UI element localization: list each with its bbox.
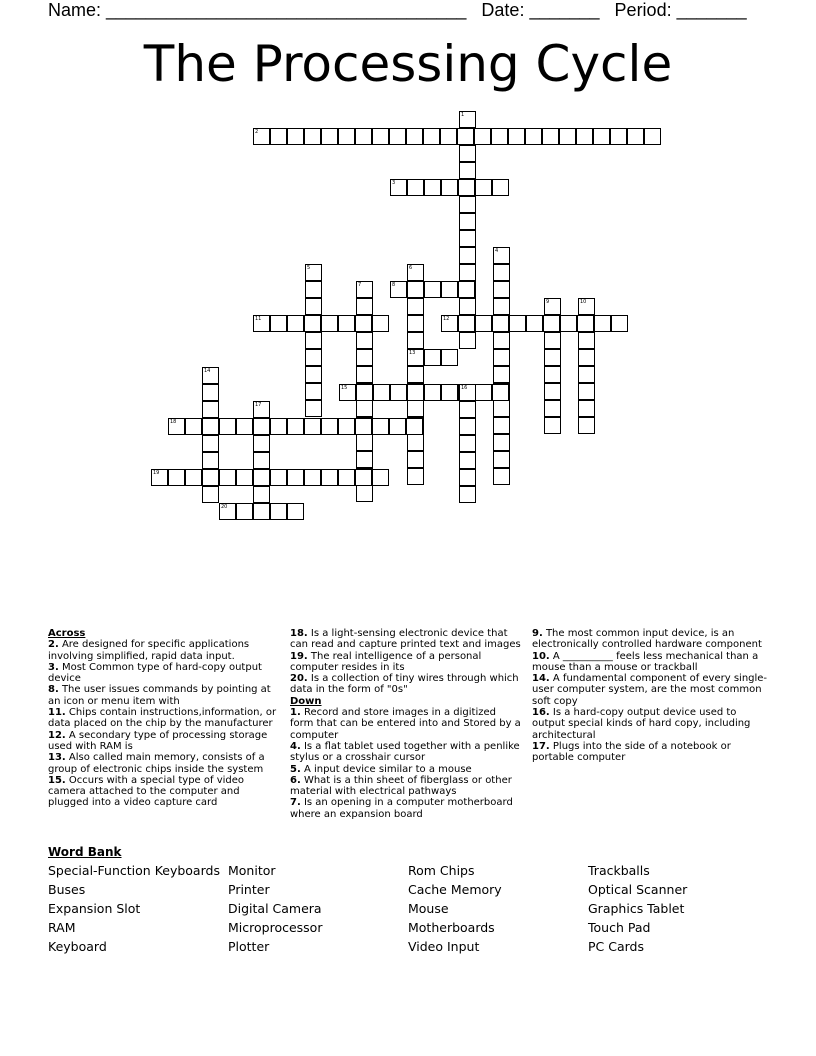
clue-item bbox=[48, 662, 280, 685]
clue-number: 14. bbox=[532, 673, 550, 685]
clues-column-3 bbox=[532, 628, 772, 764]
crossword-cell[interactable] bbox=[321, 128, 338, 145]
crossword-cell[interactable] bbox=[493, 434, 510, 451]
crossword-cell[interactable] bbox=[578, 417, 595, 434]
word-bank-item: Trackballs bbox=[588, 863, 650, 878]
word-bank-item: Special-Function Keyboards bbox=[48, 863, 220, 878]
crossword-cell[interactable] bbox=[474, 128, 491, 145]
crossword-cell[interactable] bbox=[459, 469, 476, 486]
crossword-cell[interactable] bbox=[236, 503, 253, 520]
clue-item bbox=[532, 741, 772, 764]
crossword-cell[interactable] bbox=[253, 128, 270, 145]
crossword-cell[interactable] bbox=[253, 452, 270, 469]
crossword-cell[interactable] bbox=[305, 332, 322, 349]
crossword-cell[interactable] bbox=[493, 298, 510, 315]
clue-text: Most Common type of hard-copy output device bbox=[48, 661, 262, 685]
clue-item bbox=[290, 775, 522, 798]
crossword-cell[interactable] bbox=[542, 128, 559, 145]
crossword-cell[interactable] bbox=[544, 417, 561, 434]
word-bank-item: Mouse bbox=[408, 901, 449, 916]
crossword-cell[interactable] bbox=[356, 434, 373, 451]
crossword-cell[interactable] bbox=[407, 298, 424, 315]
crossword-cell[interactable] bbox=[253, 503, 270, 520]
crossword-cell[interactable] bbox=[407, 264, 424, 281]
clue-text: Is a light-sensing electronic device that can read and capture printed text and images bbox=[290, 628, 521, 651]
crossword-cell[interactable] bbox=[219, 503, 236, 520]
clue-number: 9. bbox=[532, 628, 543, 639]
clue-item bbox=[290, 764, 522, 775]
clues-column-1 bbox=[48, 628, 280, 809]
word-bank-item: Monitor bbox=[228, 863, 276, 878]
crossword-cell[interactable] bbox=[372, 469, 389, 486]
crossword-cell[interactable] bbox=[338, 418, 355, 435]
crossword-cell[interactable] bbox=[355, 469, 372, 486]
cell-number: 20 bbox=[221, 504, 228, 510]
crossword-cell[interactable] bbox=[151, 469, 168, 486]
crossword-cell[interactable] bbox=[493, 247, 510, 264]
crossword-cell[interactable] bbox=[407, 349, 424, 366]
crossword-cell[interactable] bbox=[492, 384, 509, 401]
cell-number: 6 bbox=[409, 265, 413, 271]
crossword-cell[interactable] bbox=[441, 384, 458, 401]
crossword-cell[interactable] bbox=[372, 315, 389, 332]
crossword-cell[interactable] bbox=[459, 247, 476, 264]
clue-number: 20. bbox=[290, 673, 308, 685]
crossword-cell[interactable] bbox=[321, 315, 338, 332]
cell-number: 18 bbox=[170, 419, 177, 425]
crossword-cell[interactable] bbox=[356, 366, 373, 383]
crossword-cell[interactable] bbox=[321, 418, 338, 435]
crossword-cell[interactable] bbox=[168, 469, 185, 486]
crossword-cell[interactable] bbox=[493, 468, 510, 485]
clue-text: A fundamental component of every single-user computer system, are the most common soft copy bbox=[532, 673, 768, 707]
crossword-cell[interactable] bbox=[407, 281, 424, 298]
crossword-cell[interactable] bbox=[355, 315, 372, 332]
cell-number: 1 bbox=[461, 112, 465, 118]
crossword-cell[interactable] bbox=[305, 349, 322, 366]
word-bank-item: Touch Pad bbox=[588, 920, 651, 935]
crossword-cell[interactable] bbox=[441, 281, 458, 298]
crossword-cell[interactable] bbox=[270, 128, 287, 145]
crossword-cell[interactable] bbox=[509, 315, 526, 332]
crossword-cell[interactable] bbox=[407, 332, 424, 349]
clue-number: 3. bbox=[48, 661, 59, 673]
crossword-cell[interactable] bbox=[441, 179, 458, 196]
clue-text: A input device similar to a mouse bbox=[300, 763, 472, 775]
crossword-cell[interactable] bbox=[475, 315, 492, 332]
crossword-cell[interactable] bbox=[356, 332, 373, 349]
clue-item bbox=[48, 639, 280, 662]
clue-text: Is a hard-copy output device used to output special kinds of hard copy, including architectural bbox=[532, 707, 751, 741]
crossword-cell[interactable] bbox=[356, 384, 373, 401]
crossword-cell[interactable] bbox=[406, 418, 423, 435]
crossword-cell[interactable] bbox=[406, 128, 423, 145]
crossword-cell[interactable] bbox=[321, 469, 338, 486]
word-bank-item: Video Input bbox=[408, 939, 480, 954]
clue-number: 18. bbox=[290, 628, 308, 639]
cell-number: 11 bbox=[255, 316, 262, 322]
crossword-cell[interactable] bbox=[578, 349, 595, 366]
crossword-cell[interactable] bbox=[373, 384, 390, 401]
cell-number: 10 bbox=[580, 299, 587, 305]
clue-text: Is an opening in a computer motherboard where an expansion board bbox=[290, 797, 513, 820]
clue-number: 6. bbox=[290, 774, 301, 786]
clue-number: 8. bbox=[48, 684, 59, 696]
crossword-cell[interactable] bbox=[390, 179, 407, 196]
cell-number: 12 bbox=[443, 316, 450, 322]
word-bank-item: Expansion Slot bbox=[48, 901, 141, 916]
clue-number: 5. bbox=[290, 763, 301, 775]
crossword-cell[interactable] bbox=[441, 315, 458, 332]
crossword-cell[interactable] bbox=[407, 315, 424, 332]
clue-number: 12. bbox=[48, 729, 66, 741]
clue-number: 11. bbox=[48, 707, 66, 719]
clue-item bbox=[532, 628, 772, 651]
crossword-cell[interactable] bbox=[305, 383, 322, 400]
crossword-cell[interactable] bbox=[578, 332, 595, 349]
crossword-cell[interactable] bbox=[475, 384, 492, 401]
crossword-cell[interactable] bbox=[459, 162, 476, 179]
crossword-cell[interactable] bbox=[407, 384, 424, 401]
crossword-cell[interactable] bbox=[407, 451, 424, 468]
crossword-cell[interactable] bbox=[610, 128, 627, 145]
crossword-cell[interactable] bbox=[407, 366, 424, 383]
word-bank-item: Rom Chips bbox=[408, 863, 475, 878]
clue-text: A __________ feels less mechanical than a mouse than a mouse or trackball bbox=[532, 650, 759, 673]
crossword-cell[interactable] bbox=[407, 400, 424, 417]
crossword-cell[interactable] bbox=[339, 384, 356, 401]
crossword-cell[interactable] bbox=[459, 230, 476, 247]
crossword-cell[interactable] bbox=[493, 332, 510, 349]
cell-number: 2 bbox=[255, 129, 259, 135]
crossword-cell[interactable] bbox=[544, 383, 561, 400]
crossword-cell[interactable] bbox=[270, 315, 287, 332]
crossword-cell[interactable] bbox=[459, 196, 476, 213]
page-title: The Processing Cycle bbox=[143, 35, 673, 93]
crossword-cell[interactable] bbox=[390, 281, 407, 298]
crossword-cell[interactable] bbox=[459, 486, 476, 503]
crossword-cell[interactable] bbox=[338, 469, 355, 486]
clue-item bbox=[48, 707, 280, 730]
cell-number: 14 bbox=[204, 368, 211, 374]
word-bank-item: Motherboards bbox=[408, 920, 495, 935]
word-bank-item: Optical Scanner bbox=[588, 882, 688, 897]
crossword-cell[interactable] bbox=[544, 332, 561, 349]
crossword-cell[interactable] bbox=[459, 435, 476, 452]
clue-text: A secondary type of processing storage used with RAM is bbox=[48, 729, 268, 752]
crossword-cell[interactable] bbox=[544, 400, 561, 417]
crossword-cell[interactable] bbox=[407, 179, 424, 196]
crossword-cell[interactable] bbox=[475, 179, 492, 196]
crossword-cell[interactable] bbox=[459, 145, 476, 162]
crossword-cell[interactable] bbox=[372, 128, 389, 145]
crossword-cell[interactable] bbox=[236, 469, 253, 486]
clue-number: 15. bbox=[48, 774, 66, 786]
clue-text: Record and store images in a digitized form that can be entered into and Stored by a computer bbox=[290, 707, 521, 741]
crossword-cell[interactable] bbox=[304, 469, 321, 486]
crossword-cell[interactable] bbox=[355, 418, 372, 435]
crossword-cell[interactable] bbox=[578, 366, 595, 383]
crossword-cell[interactable] bbox=[577, 315, 594, 332]
crossword-cell[interactable] bbox=[305, 400, 322, 417]
crossword-cell[interactable] bbox=[493, 400, 510, 417]
crossword-cell[interactable] bbox=[544, 366, 561, 383]
crossword-cell[interactable] bbox=[543, 315, 560, 332]
crossword-cell[interactable] bbox=[304, 315, 321, 332]
crossword-cell[interactable] bbox=[458, 179, 475, 196]
clue-item bbox=[532, 707, 772, 741]
crossword-cell[interactable] bbox=[459, 332, 476, 349]
cell-number: 4 bbox=[495, 248, 499, 254]
word-bank-item: Printer bbox=[228, 882, 270, 897]
crossword-cell[interactable] bbox=[458, 315, 475, 332]
crossword-cell[interactable] bbox=[389, 128, 406, 145]
crossword-cell[interactable] bbox=[559, 128, 576, 145]
crossword-cell[interactable] bbox=[287, 418, 304, 435]
clue-text: The real intelligence of a personal computer resides in its bbox=[290, 650, 482, 673]
crossword-cell[interactable] bbox=[578, 383, 595, 400]
crossword-cell[interactable] bbox=[270, 469, 287, 486]
crossword-cell[interactable] bbox=[185, 418, 202, 435]
word-bank-item: Buses bbox=[48, 882, 86, 897]
crossword-cell[interactable] bbox=[493, 349, 510, 366]
crossword-cell[interactable] bbox=[458, 281, 475, 298]
crossword-cell[interactable] bbox=[389, 418, 406, 435]
clue-item bbox=[290, 741, 522, 764]
crossword-cell[interactable] bbox=[270, 503, 287, 520]
crossword-cell[interactable] bbox=[424, 281, 441, 298]
crossword-cell[interactable] bbox=[459, 264, 476, 281]
crossword-cell[interactable] bbox=[356, 298, 373, 315]
clue-item bbox=[290, 651, 522, 674]
crossword-cell[interactable] bbox=[253, 315, 270, 332]
crossword-cell[interactable] bbox=[440, 128, 457, 145]
clue-item bbox=[290, 707, 522, 741]
crossword-cell[interactable] bbox=[287, 469, 304, 486]
clue-item bbox=[532, 651, 772, 674]
cell-number: 8 bbox=[392, 282, 396, 288]
clue-number: 1. bbox=[290, 707, 301, 719]
word-bank-item: Microprocessor bbox=[228, 920, 323, 935]
crossword-cell[interactable] bbox=[594, 315, 611, 332]
name-field[interactable]: Name: ____________________________________ bbox=[48, 0, 467, 20]
clue-number: 16. bbox=[532, 707, 550, 719]
clue-text: The most common input device, is an electronically controlled hardware component bbox=[532, 628, 762, 651]
crossword-cell[interactable] bbox=[525, 128, 542, 145]
clue-text: Occurs with a special type of video camera attached to the computer and plugged into a video capture card bbox=[48, 774, 245, 809]
crossword-cell[interactable] bbox=[560, 315, 577, 332]
crossword-cell[interactable] bbox=[459, 213, 476, 230]
clue-number: 13. bbox=[48, 752, 66, 764]
clue-item bbox=[48, 775, 280, 809]
crossword-cell[interactable] bbox=[305, 366, 322, 383]
crossword-cell[interactable] bbox=[270, 418, 287, 435]
crossword-cell[interactable] bbox=[493, 264, 510, 281]
crossword-cell[interactable] bbox=[407, 468, 424, 485]
crossword-cell[interactable] bbox=[441, 349, 458, 366]
clue-number: 2. bbox=[48, 639, 59, 651]
crossword-cell[interactable] bbox=[356, 400, 373, 417]
crossword-cell[interactable] bbox=[202, 469, 219, 486]
word-bank-item: Cache Memory bbox=[408, 882, 502, 897]
crossword-cell[interactable] bbox=[627, 128, 644, 145]
crossword-cell[interactable] bbox=[390, 384, 407, 401]
clue-text: Plugs into the side of a notebook or portable computer bbox=[532, 740, 731, 764]
crossword-cell[interactable] bbox=[202, 418, 219, 435]
crossword-cell[interactable] bbox=[578, 298, 595, 315]
crossword-cell[interactable] bbox=[356, 281, 373, 298]
clue-text: Also called main memory, consists of a group of electronic chips inside the system bbox=[48, 752, 265, 775]
cell-number: 19 bbox=[153, 470, 160, 476]
crossword-cell[interactable] bbox=[253, 418, 270, 435]
crossword-cell[interactable] bbox=[202, 486, 219, 503]
crossword-cell[interactable] bbox=[492, 315, 509, 332]
cell-number: 7 bbox=[358, 282, 362, 288]
crossword-cell[interactable] bbox=[356, 451, 373, 468]
crossword-cell[interactable] bbox=[305, 298, 322, 315]
crossword-cell[interactable] bbox=[305, 281, 322, 298]
crossword-cell[interactable] bbox=[305, 264, 322, 281]
crossword-cell[interactable] bbox=[459, 452, 476, 469]
crossword-cell[interactable] bbox=[304, 128, 321, 145]
crossword-cell[interactable] bbox=[202, 452, 219, 469]
crossword-cell[interactable] bbox=[492, 179, 509, 196]
crossword-cell[interactable] bbox=[253, 469, 270, 486]
crossword-cell[interactable] bbox=[544, 298, 561, 315]
crossword-cell[interactable] bbox=[219, 418, 236, 435]
crossword-cell[interactable] bbox=[253, 435, 270, 452]
crossword-cell[interactable] bbox=[356, 485, 373, 502]
crossword-cell[interactable] bbox=[407, 434, 424, 451]
clue-item bbox=[48, 730, 280, 753]
clue-item bbox=[532, 673, 772, 707]
clue-item bbox=[290, 797, 522, 820]
down-heading: Down bbox=[290, 695, 322, 707]
word-bank-title: Word Bank bbox=[48, 845, 122, 859]
clue-item bbox=[290, 673, 522, 696]
clue-text: Is a collection of tiny wires through which data in the form of "0s" bbox=[290, 673, 519, 696]
crossword-cell[interactable] bbox=[493, 366, 510, 383]
cell-number: 13 bbox=[409, 350, 416, 356]
crossword-cell[interactable] bbox=[526, 315, 543, 332]
crossword-cell[interactable] bbox=[185, 469, 202, 486]
crossword-cell[interactable] bbox=[424, 349, 441, 366]
cell-number: 16 bbox=[461, 385, 468, 391]
clue-text: Is a flat tablet used together with a penlike stylus or a crosshair cursor bbox=[290, 740, 520, 764]
crossword-cell[interactable] bbox=[493, 451, 510, 468]
crossword-cell[interactable] bbox=[611, 315, 628, 332]
cell-number: 9 bbox=[546, 299, 550, 305]
clue-number: 17. bbox=[532, 740, 550, 752]
crossword-cell[interactable] bbox=[578, 400, 595, 417]
clue-text: Chips contain instructions,information, or data placed on the chip by the manufacturer bbox=[48, 707, 277, 730]
crossword-cell[interactable] bbox=[287, 315, 304, 332]
crossword-cell[interactable] bbox=[304, 418, 321, 435]
crossword-cell[interactable] bbox=[457, 128, 474, 145]
crossword-cell[interactable] bbox=[423, 128, 440, 145]
clues-column-2 bbox=[290, 628, 522, 820]
clue-number: 19. bbox=[290, 650, 308, 662]
crossword-cell[interactable] bbox=[253, 401, 270, 418]
crossword-cell[interactable] bbox=[287, 128, 304, 145]
clue-text: The user issues commands by pointing at an icon or menu item with bbox=[48, 684, 271, 707]
cell-number: 17 bbox=[255, 402, 262, 408]
cell-number: 15 bbox=[341, 385, 348, 391]
crossword-cell[interactable] bbox=[424, 179, 441, 196]
crossword-cell[interactable] bbox=[424, 384, 441, 401]
crossword-cell[interactable] bbox=[287, 503, 304, 520]
clue-item bbox=[48, 684, 280, 707]
crossword-cell[interactable] bbox=[544, 349, 561, 366]
clue-item bbox=[48, 752, 280, 775]
crossword-cell[interactable] bbox=[459, 401, 476, 418]
word-bank-item: Digital Camera bbox=[228, 901, 322, 916]
crossword-cell[interactable] bbox=[253, 486, 270, 503]
date-field[interactable]: Date: _______ bbox=[481, 0, 600, 20]
period-field[interactable]: Period: _______ bbox=[614, 0, 747, 20]
crossword-cell[interactable] bbox=[459, 384, 476, 401]
crossword-cell[interactable] bbox=[202, 401, 219, 418]
crossword-cell[interactable] bbox=[459, 298, 476, 315]
crossword-cell[interactable] bbox=[202, 367, 219, 384]
crossword-cell[interactable] bbox=[355, 128, 372, 145]
crossword-cell[interactable] bbox=[168, 418, 185, 435]
crossword-cell[interactable] bbox=[493, 281, 510, 298]
crossword-cell[interactable] bbox=[202, 435, 219, 452]
word-bank-item: Plotter bbox=[228, 939, 270, 954]
crossword-cell[interactable] bbox=[459, 418, 476, 435]
clue-number: 4. bbox=[290, 740, 301, 752]
word-bank-item: Keyboard bbox=[48, 939, 107, 954]
crossword-cell[interactable] bbox=[508, 128, 525, 145]
crossword-cell[interactable] bbox=[644, 128, 661, 145]
crossword-cell[interactable] bbox=[236, 418, 253, 435]
cell-number: 5 bbox=[307, 265, 311, 271]
crossword-cell[interactable] bbox=[219, 469, 236, 486]
crossword-cell[interactable] bbox=[493, 417, 510, 434]
across-heading: Across bbox=[48, 628, 86, 639]
cell-number: 3 bbox=[392, 180, 396, 186]
crossword-cell[interactable] bbox=[356, 349, 373, 366]
word-bank-item: Graphics Tablet bbox=[588, 901, 685, 916]
crossword-cell[interactable] bbox=[202, 384, 219, 401]
crossword-cell[interactable] bbox=[491, 128, 508, 145]
clue-text: Are designed for specific applications involving simplified, rapid data input. bbox=[48, 639, 250, 662]
clue-text: What is a thin sheet of fiberglass or other material with electrical pathways bbox=[290, 774, 512, 798]
clue-number: 7. bbox=[290, 797, 301, 809]
crossword-cell[interactable] bbox=[459, 111, 476, 128]
crossword-cell[interactable] bbox=[576, 128, 593, 145]
crossword-cell[interactable] bbox=[372, 418, 389, 435]
word-bank-item: RAM bbox=[48, 920, 76, 935]
clue-number: 10. bbox=[532, 650, 550, 662]
crossword-cell[interactable] bbox=[593, 128, 610, 145]
clue-item bbox=[290, 628, 522, 651]
word-bank-item: PC Cards bbox=[588, 939, 644, 954]
crossword-cell[interactable] bbox=[338, 128, 355, 145]
crossword-cell[interactable] bbox=[338, 315, 355, 332]
